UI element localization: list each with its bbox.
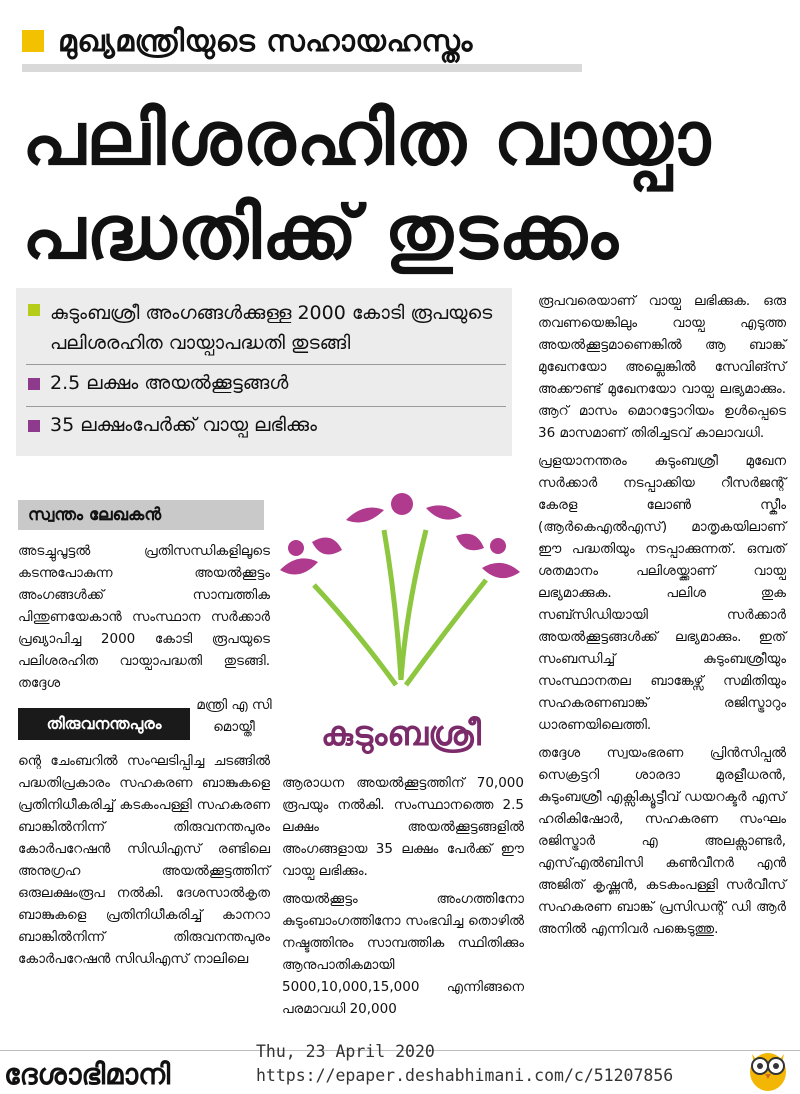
article-paragraph: പ്രളയാനന്തരം കുടുംബശ്രീ മുഖേന സർക്കാർ നടപ്പാക്കിയ റീസർജന്റ് കേരള ലോൺ സ്കീം (ആർകെഎൽഎസ്) മാതൃകയിലാണ് ഈ പദ്ധതിയും നടപ്പാക്കുന്നത്. ഒമ്പത് ശതമാനം പലിശയ്ക്കാണ് വായ്പ ലഭ്യമാക്കുക. പലിശ തുക സബ്സിഡിയായി സർക്കാർ അയൽക്കൂട്ടങ്ങൾക്ക് ലഭ്യമാക്കും. ഇത് സംബന്ധിച്ച് കുടുംബശ്രീയും സംസ്ഥാനതല ബാങ്കേഴ്സ് സമിതിയും സഹകരണബാങ്ക് രജിസ്ട്രാറും ധാരണയിലെത്തി. bbox=[538, 453, 786, 733]
headline bbox=[22, 92, 782, 280]
highlights-box bbox=[16, 288, 512, 456]
article-paragraph: രൂപവരെയാണ് വായ്പ ലഭിക്കുക. ഒരു തവണയെങ്കിലും വായ്പ എടുത്ത അയൽക്കൂട്ടമാണെങ്കിൽ ആ ബാങ്ക് മുഖേനയോ അല്ലെങ്കിൽ സേവിങ്സ് അക്കൗണ്ട് മുഖേനയോ വായ്പ ലഭ്യമാക്കും. ആറ് മാസം മൊറട്ടോറിയം ഉൾപ്പെടെ 36 മാസമാണ് തിരിച്ചടവ് കാലാവധി. bbox=[538, 293, 786, 441]
article-paragraph: ആരാധന അയൽക്കൂട്ടത്തിന് 70,000 രൂപയും നൽകി. സംസ്ഥാനത്തെ 2.5 ലക്ഷം അയൽക്കൂട്ടങ്ങളിൽ അംഗങ്ങളായ 35 ലക്ഷം പേർക്ക് ഈ വായ്പ ലഭിക്കും. bbox=[282, 775, 524, 879]
kudumbashree-logo bbox=[276, 490, 526, 760]
highlight-item bbox=[28, 372, 288, 394]
highlight-divider bbox=[26, 406, 506, 407]
article-column-left-top: അടച്ചുപൂട്ടൽ പ്രതിസന്ധികളിലൂടെ കടന്നുപോകുന്ന അയൽക്കൂട്ടം അംഗങ്ങൾക്ക് സാമ്പത്തിക പിന്തുണയേകാൻ സംസ്ഥാന സർക്കാർ പ്രഖ്യാപിച്ച 2000 കോടി രൂപയുടെ പലിശരഹിത വായ്പാപദ്ധതി തുടങ്ങി. തദ്ദേശ bbox=[18, 543, 270, 691]
highlight-item bbox=[28, 414, 317, 436]
publication-date: Thu, 23 April 2020 bbox=[256, 1042, 435, 1061]
bullet-square-icon bbox=[28, 420, 40, 432]
kicker-square bbox=[22, 30, 44, 52]
article-paragraph: അയൽക്കൂട്ടം അംഗത്തിനോ കുടുംബാംഗത്തിനോ സംഭവിച്ച തൊഴിൽ നഷ്ടത്തിനും സാമ്പത്തിക സ്ഥിതിക്കും ആനുപാതികമായി 5000,10,000,15,000 എന്നിങ്ങനെ പരമാവധി 20,000 bbox=[282, 891, 524, 1017]
highlight-text: 2.5 ലക്ഷം അയൽക്കൂട്ടങ്ങൾ bbox=[50, 372, 289, 394]
article-side-fragment: മന്ത്രി എ സി മൊയ്തീ bbox=[196, 697, 272, 735]
highlight-item bbox=[28, 298, 498, 358]
article-paragraph: തദ്ദേശ സ്വയംഭരണ പ്രിൻസിപ്പൽ സെക്രട്ടറി ശാരദാ മുരളീധരൻ, കുടുംബശ്രീ എക്സിക്യൂട്ടീവ് ഡയറക്ടർ എസ് ഹരികിഷോർ, സഹകരണ സംഘം രജിസ്ട്രാർ എ അലക്സാണ്ടർ, എസ്എൽബിസി കൺവീനർ എൻ അജിത് കൃഷ്ണൻ, കടകംപള്ളി സർവീസ് സഹകരണ ബാങ്ക് പ്രസിഡന്റ് ഡി ആർ അനിൽ എന്നിവർ പങ്കെടുത്തു. bbox=[538, 745, 786, 937]
bullet-square-icon bbox=[28, 378, 40, 390]
article-column-middle bbox=[282, 772, 524, 1020]
headline-line-2: പദ്ധതിക്ക് തുടക്കം bbox=[22, 190, 619, 276]
masthead-logo: ദേശാഭിമാനി bbox=[4, 1057, 171, 1091]
highlight-divider bbox=[26, 364, 506, 365]
footer-stamp bbox=[256, 1040, 736, 1088]
bullet-square-icon bbox=[28, 304, 40, 316]
kicker bbox=[22, 18, 582, 72]
source-url[interactable]: https://epaper.deshabhimani.com/c/51207856 bbox=[256, 1066, 674, 1085]
logo-flower-icon bbox=[280, 493, 520, 685]
headline-line-1: പലിശരഹിത വായ്പാ bbox=[22, 96, 712, 182]
owl-mascot-icon bbox=[744, 1040, 792, 1092]
highlight-text: കുടുംബശ്രീ അംഗങ്ങൾക്കുള്ള 2000 കോടി രൂപയുടെ പലിശരഹിത വായ്പാപദ്ധതി തുടങ്ങി bbox=[50, 302, 493, 354]
byline: സ്വന്തം ലേഖകൻ bbox=[18, 500, 264, 530]
kicker-text: മുഖ്യമന്ത്രിയുടെ സഹായഹസ്തം bbox=[58, 23, 473, 59]
article-column-right bbox=[538, 290, 786, 940]
logo-text: കുടുംബശ്രീ bbox=[321, 714, 481, 754]
dateline: തിരുവനന്തപുരം bbox=[18, 708, 190, 740]
article-column-left-bottom: ന്റെ ചേംബറിൽ സംഘടിപ്പിച്ച ചടങ്ങിൽ പദ്ധതിപ്രകാരം സഹകരണ ബാങ്കുകളെ പ്രതിനിധീകരിച്ച് കടകംപള്ളി സഹകരണ ബാങ്കിൽനിന്ന് തിരുവനന്തപുരം കോർപറേഷൻ സിഡിഎസ് രണ്ടിലെ അനുഗ്രഹ അയൽക്കൂട്ടത്തിന് ഒരുലക്ഷംരൂപ നൽകി. ദേശസാൽകൃത ബാങ്കുകളെ പ്രതിനിധീകരിച്ച് കാനറാ ബാങ്കിൽനിന്ന് തിരുവനന്തപുരം കോർപറേഷൻ സിഡിഎസ് നാലിലെ bbox=[18, 753, 270, 967]
highlight-text: 35 ലക്ഷംപേർക്ക് വായ്പ ലഭിക്കും bbox=[50, 414, 318, 436]
